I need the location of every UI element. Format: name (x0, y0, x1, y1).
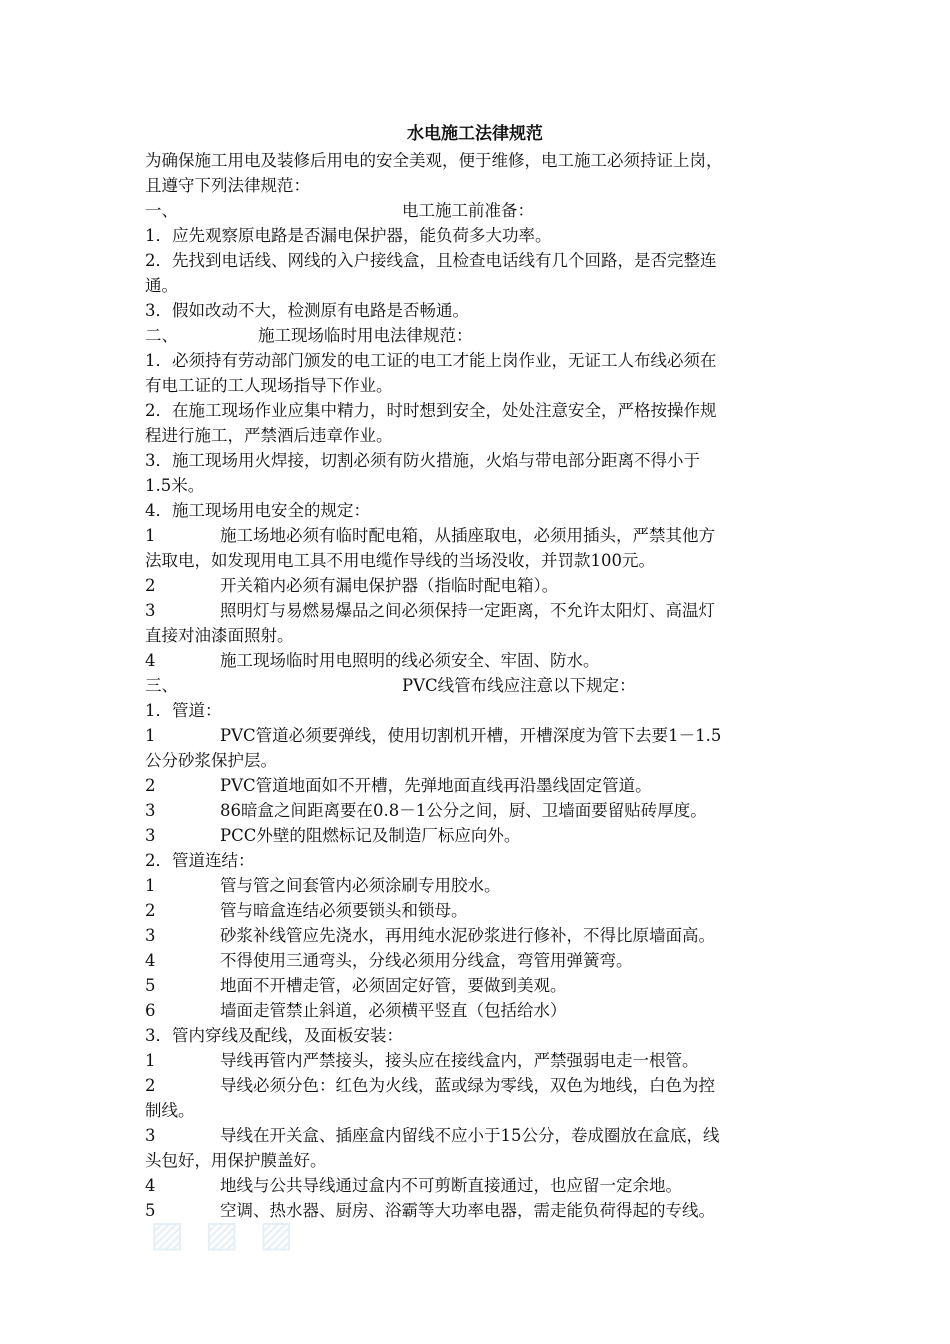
item-text: 施工场地必须有临时配电箱，从插座取电，必须用插头，严禁其他方 (220, 526, 715, 545)
item-number: 3 (145, 926, 156, 945)
list-item (145, 999, 815, 1023)
item-number: 3 (145, 601, 156, 620)
list-item (145, 1049, 815, 1073)
item-number: 2 (145, 576, 156, 595)
item-number: 2 (145, 901, 156, 920)
item-text: 空调、热水器、厨房、浴霸等大功率电器，需走能负荷得起的专线。 (220, 1201, 715, 1220)
item-number: 3 (145, 826, 156, 845)
list-item (145, 824, 815, 848)
item-text: 86暗盒之间距离要在0.8－1公分之间，厨、卫墙面要留贴砖厚度。 (220, 801, 707, 820)
intro-line: 为确保施工用电及装修后用电的安全美观，便于维修，电工施工必须持证上岗， (145, 151, 723, 170)
list-item (145, 774, 815, 798)
item-text: 照明灯与易燃易爆品之间必须保持一定距离，不允许太阳灯、高温灯 (220, 601, 715, 620)
item-number: 1 (145, 726, 156, 745)
section-title: 电工施工前准备： (402, 201, 534, 220)
paragraph-line: 2．管道连结： (145, 851, 255, 870)
item-number: 1 (145, 876, 156, 895)
paragraph-line: 2．先找到电话线、网线的入户接线盒，且检查电话线有几个回路，是否完整连 (145, 251, 717, 270)
list-item (145, 799, 815, 823)
item-number: 3 (145, 801, 156, 820)
item-number: 2 (145, 1076, 156, 1095)
item-text: PVC管道必须要弹线，使用切割机开槽，开槽深度为管下去要1－1.5 (220, 726, 722, 745)
item-text: 导线在开关盒、插座盒内留线不应小于15公分，卷成圈放在盒底，线 (220, 1126, 720, 1145)
list-item (145, 574, 815, 598)
section-heading (145, 324, 815, 348)
item-text: 地线与公共导线通过盒内不可剪断直接通过，也应留一定余地。 (220, 1176, 682, 1195)
list-item (145, 1124, 815, 1148)
item-text: 施工现场临时用电照明的线必须安全、牢固、防水。 (220, 651, 600, 670)
item-text: 地面不开槽走管，必须固定好管，要做到美观。 (220, 976, 567, 995)
list-item (145, 599, 815, 623)
document-title: 水电施工法律规范 (407, 124, 543, 144)
item-text: 砂浆补线管应先浇水，再用纯水泥砂浆进行修补，不得比原墙面高。 (220, 926, 715, 945)
paragraph-line: 头包好，用保护膜盖好。 (145, 1151, 327, 1170)
list-item (145, 949, 815, 973)
item-text: 管与管之间套管内必须涂刷专用胶水。 (220, 876, 501, 895)
paragraph-line: 1．管道： (145, 701, 222, 720)
list-item (145, 974, 815, 998)
section-title: 施工现场临时用电法律规范： (258, 326, 473, 345)
section-title: PVC线管布线应注意以下规定： (402, 676, 636, 695)
paragraph-line: 1.5米。 (145, 476, 205, 495)
section-number: 三、 (145, 676, 178, 695)
item-text: 导线必须分色：红色为火线，蓝或绿为零线，双色为地线，白色为控 (220, 1076, 715, 1095)
paragraph-line: 3．管内穿线及配线，及面板安装： (145, 1026, 403, 1045)
item-number: 5 (145, 1201, 156, 1220)
list-item (145, 724, 815, 748)
item-number: 6 (145, 1001, 156, 1020)
list-item (145, 649, 815, 673)
section-number: 二、 (145, 326, 178, 345)
section-number: 一、 (145, 201, 178, 220)
list-item (145, 524, 815, 548)
item-number: 5 (145, 976, 156, 995)
paragraph-line: 1．应先观察原电路是否漏电保护器，能负荷多大功率。 (145, 226, 552, 245)
paragraph-line: 程进行施工，严禁酒后违章作业。 (145, 426, 393, 445)
item-number: 1 (145, 1051, 156, 1070)
list-item (145, 924, 815, 948)
item-text: 管与暗盒连结必须要锁头和锁母。 (220, 901, 468, 920)
item-number: 4 (145, 1176, 156, 1195)
list-item (145, 1074, 815, 1098)
section-heading (145, 199, 815, 223)
item-text: PVC管道地面如不开槽，先弹地面直线再沿墨线固定管道。 (220, 776, 652, 795)
paragraph-line: 3．施工现场用火焊接，切割必须有防火措施，火焰与带电部分距离不得小于 (145, 451, 700, 470)
paragraph-line: 2．在施工现场作业应集中精力，时时想到安全，处处注意安全，严格按操作规 (145, 401, 717, 420)
item-number: 2 (145, 776, 156, 795)
list-item (145, 874, 815, 898)
item-number: 1 (145, 526, 156, 545)
intro-line: 且遵守下列法律规范： (145, 176, 310, 195)
item-text: 开关箱内必须有漏电保护器（指临时配电箱）。 (220, 576, 559, 595)
paragraph-line: 公分砂浆保护层。 (145, 751, 277, 770)
item-number: 3 (145, 1126, 156, 1145)
item-text: PCC外壁的阻燃标记及制造厂标应向外。 (220, 826, 521, 845)
paragraph-line: 制线。 (145, 1101, 195, 1120)
section-heading (145, 674, 815, 698)
paragraph-line: 1．必须持有劳动部门颁发的电工证的电工才能上岗作业，无证工人布线必须在 (145, 351, 717, 370)
paragraph-line: 4．施工现场用电安全的规定： (145, 501, 370, 520)
paragraph-line: 直接对油漆面照射。 (145, 626, 294, 645)
item-text: 导线再管内严禁接头，接头应在接线盒内，严禁强弱电走一根管。 (220, 1051, 699, 1070)
list-item (145, 1174, 815, 1198)
watermark: ▨ ▨ ▨ (150, 1214, 298, 1255)
item-number: 4 (145, 651, 156, 670)
item-number: 4 (145, 951, 156, 970)
list-item (145, 899, 815, 923)
paragraph-line: 法取电，如发现用电工具不用电缆作导线的当场没收，并罚款100元。 (145, 551, 655, 570)
item-text: 墙面走管禁止斜道，必须横平竖直（包括给水） (220, 1001, 567, 1020)
item-text: 不得使用三通弯头，分线必须用分线盒，弯管用弹簧弯。 (220, 951, 633, 970)
paragraph-line: 有电工证的工人现场指导下作业。 (145, 376, 393, 395)
paragraph-line: 通。 (145, 276, 178, 295)
paragraph-line: 3．假如改动不大，检测原有电路是否畅通。 (145, 301, 469, 320)
